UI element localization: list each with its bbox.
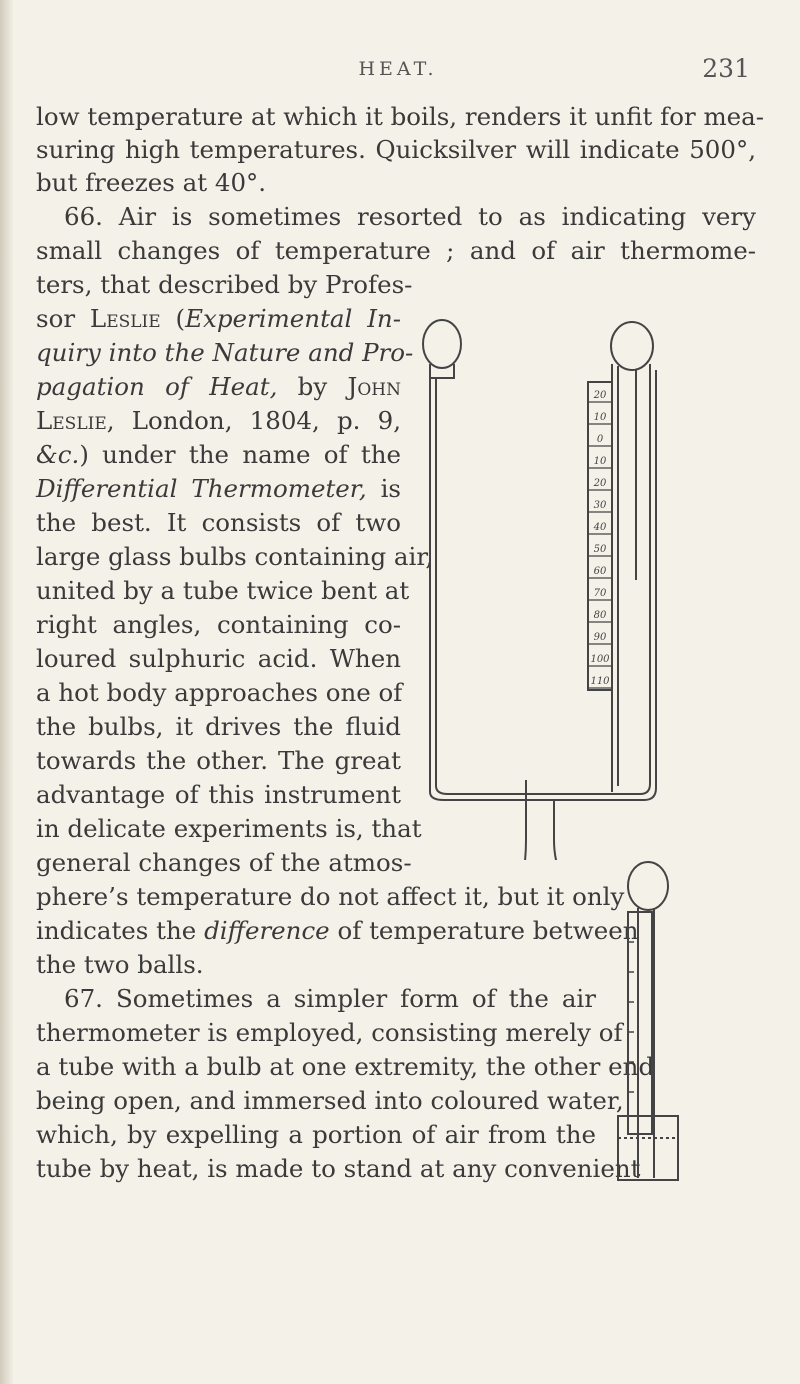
paragraph-67-start: 67. Sometimes a simpler form of the air xyxy=(64,984,596,1013)
scale-label: 100 xyxy=(590,654,610,665)
text-line: right angles, containing co- xyxy=(36,610,401,639)
scale-label: 110 xyxy=(590,676,610,687)
scale-label: 20 xyxy=(593,478,607,489)
text-line: phere’s temperature do not affect it, but it only xyxy=(36,882,625,911)
scale-label: 30 xyxy=(593,500,607,511)
page-number: 231 xyxy=(702,54,750,83)
text-line: but freezes at 40°. xyxy=(36,168,267,197)
right-bulb xyxy=(611,322,653,370)
text-line: united by a tube twice bent at xyxy=(36,576,410,605)
text-line: pagation of Heat, by John xyxy=(36,372,401,401)
text-line: general changes of the atmos- xyxy=(36,848,412,877)
scale-label: 80 xyxy=(593,610,607,621)
scale-label: 40 xyxy=(593,522,607,533)
page-binding-shadow xyxy=(0,0,14,1384)
text-line: suring high temperatures. Quicksilver will indicate 500°, xyxy=(36,135,756,164)
scale-label: 10 xyxy=(593,412,607,423)
differential-thermometer-figure xyxy=(400,300,700,860)
thermometer-bulb xyxy=(628,862,668,910)
text-line: being open, and immersed into coloured water, xyxy=(36,1086,624,1115)
text-line: the bulbs, it drives the fluid xyxy=(36,712,401,741)
paragraph-66-start: 66. Air is sometimes resorted to as indicating very xyxy=(64,202,756,231)
text-line: a tube with a bulb at one extremity, the other end xyxy=(36,1052,655,1081)
text-line: advantage of this instrument xyxy=(36,780,401,809)
text-line: loured sulphuric acid. When xyxy=(36,644,401,673)
text-line: small changes of temperature ; and of air thermome- xyxy=(36,236,756,265)
connecting-tube xyxy=(430,370,656,800)
scale-label: 60 xyxy=(593,566,607,577)
text-line: low temperature at which it boils, renders it unfit for mea- xyxy=(36,102,765,131)
simple-air-thermometer-figure xyxy=(612,852,700,1184)
text-line: large glass bulbs containing air, xyxy=(36,542,434,571)
text-line: thermometer is employed, consisting merely of xyxy=(36,1018,623,1047)
scale-label: 90 xyxy=(593,632,607,643)
text-line: Differential Thermometer, is xyxy=(36,474,402,503)
scale-label: 70 xyxy=(593,588,607,599)
text-line: sor Leslie (Experimental In- xyxy=(36,304,401,333)
scale-label: 10 xyxy=(593,456,607,467)
stand xyxy=(526,800,554,840)
text-line: &c.) under the name of the xyxy=(36,440,401,469)
running-header: HEAT. xyxy=(358,58,438,80)
scale-label: 50 xyxy=(593,544,607,555)
text-line: towards the other. The great xyxy=(36,746,401,775)
text-line: tube by heat, is made to stand at any convenient xyxy=(36,1154,641,1183)
text-line: ters, that described by Profes- xyxy=(36,270,413,299)
left-bulb xyxy=(423,320,461,368)
scale-label: 0 xyxy=(596,434,604,445)
text-line: Leslie, London, 1804, p. 9, xyxy=(36,406,401,435)
text-line: quiry into the Nature and Pro- xyxy=(36,338,414,367)
text-line: a hot body approaches one of xyxy=(36,678,403,707)
scale-label: 20 xyxy=(593,390,607,401)
text-line: the two balls. xyxy=(36,950,204,979)
text-line: which, by expelling a portion of air from the xyxy=(36,1120,596,1149)
text-line: the best. It consists of two xyxy=(36,508,401,537)
text-line: in delicate experiments is, that xyxy=(36,814,422,843)
text-line: indicates the difference of temperature between xyxy=(36,916,639,945)
